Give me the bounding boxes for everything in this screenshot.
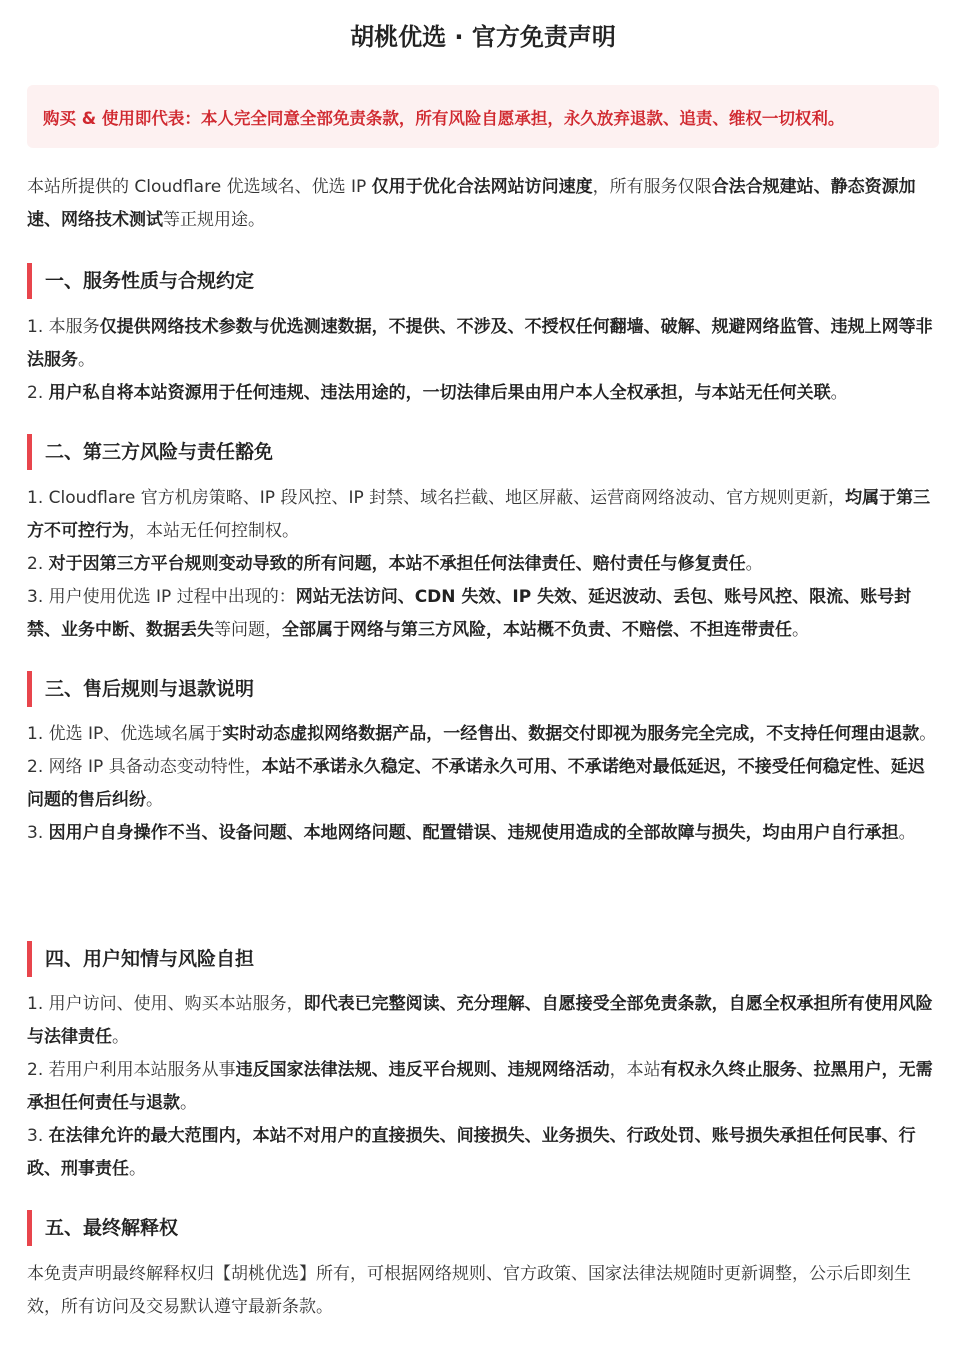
- section-body-third-party-risk: [27, 482, 939, 647]
- list-item: 2. 用户私自将本站资源用于任何违规、违法用途的，一切法律后果由用户本人全权承担，与本站无任何关联。: [27, 383, 848, 403]
- list-item: 1. Cloudflare 官方机房策略、IP 段风控、IP 封禁、域名拦截、地区屏蔽、运营商网络波动、官方规则更新，均属于第三方不可控行为，本站无任何控制权。: [27, 488, 931, 541]
- list-item: 2. 对于因第三方平台规则变动导致的所有问题，本站不承担任何法律责任、赔付责任与修复责任。: [27, 554, 763, 574]
- warning-banner: 购买 & 使用即代表：本人完全同意全部免责条款，所有风险自愿承担，永久放弃退款、追责、维权一切权利。: [27, 85, 939, 148]
- list-item: 1. 优选 IP、优选域名属于实时动态虚拟网络数据产品，一经售出、数据交付即视为服务完全完成，不支持任何理由退款。: [27, 724, 937, 744]
- list-item: 3. 因用户自身操作不当、设备问题、本地网络问题、配置错误、违规使用造成的全部故障与损失，均由用户自行承担。: [27, 823, 916, 843]
- list-item: 1. 本服务仅提供网络技术参数与优选测速数据，不提供、不涉及、不授权任何翻墙、破解、规避网络监管、违规上网等非法服务。: [27, 317, 933, 370]
- list-item: 3. 在法律允许的最大范围内，本站不对用户的直接损失、间接损失、业务损失、行政处罚、账号损失承担任何民事、行政、刑事责任。: [27, 1126, 916, 1179]
- section-heading-after-sales: 三、售后规则与退款说明: [27, 671, 939, 707]
- section-body-service-nature: [27, 311, 939, 410]
- section-heading-final-interpretation: 五、最终解释权: [27, 1210, 939, 1246]
- disclaimer-page: [27, 0, 939, 1317]
- list-item: 1. 用户访问、使用、购买本站服务，即代表已完整阅读、充分理解、自愿接受全部免责条款，自愿全权承担所有使用风险与法律责任。: [27, 994, 933, 1047]
- section-heading-user-risk: 四、用户知情与风险自担: [27, 941, 939, 977]
- section-heading-service-nature: 一、服务性质与合规约定: [27, 263, 939, 299]
- section-body-after-sales: [27, 718, 939, 850]
- list-item: 2. 网络 IP 具备动态变动特性，本站不承诺永久稳定、不承诺永久可用、不承诺绝对最低延迟，不接受任何稳定性、延迟问题的售后纠纷。: [27, 757, 925, 810]
- intro-paragraph: 本站所提供的 Cloudflare 优选域名、优选 IP 仅用于优化合法网站访问速度，所有服务仅限合法合规建站、静态资源加速、网络技术测试等正规用途。: [27, 177, 916, 230]
- page-title: 胡桃优选 · 官方免责声明: [350, 23, 616, 51]
- list-item: 3. 用户使用优选 IP 过程中出现的：网站无法访问、CDN 失效、IP 失效、延迟波动、丢包、账号风控、限流、账号封禁、业务中断、数据丢失等问题，全部属于网络与第三方风险，本站概不负责、不赔偿、不担连带责任。: [27, 587, 912, 640]
- section-heading-third-party-risk: 二、第三方风险与责任豁免: [27, 434, 939, 470]
- list-item: 2. 若用户利用本站服务从事违反国家法律法规、违反平台规则、违规网络活动，本站有权永久终止服务、拉黑用户，无需承担任何责任与退款。: [27, 1060, 933, 1113]
- paragraph: 本免责声明最终解释权归【胡桃优选】所有，可根据网络规则、官方政策、国家法律法规随时更新调整，公示后即刻生效，所有访问及交易默认遵守最新条款。: [27, 1264, 911, 1317]
- section-body-user-risk: [27, 988, 939, 1186]
- section-body-final-interpretation: [27, 1258, 939, 1324]
